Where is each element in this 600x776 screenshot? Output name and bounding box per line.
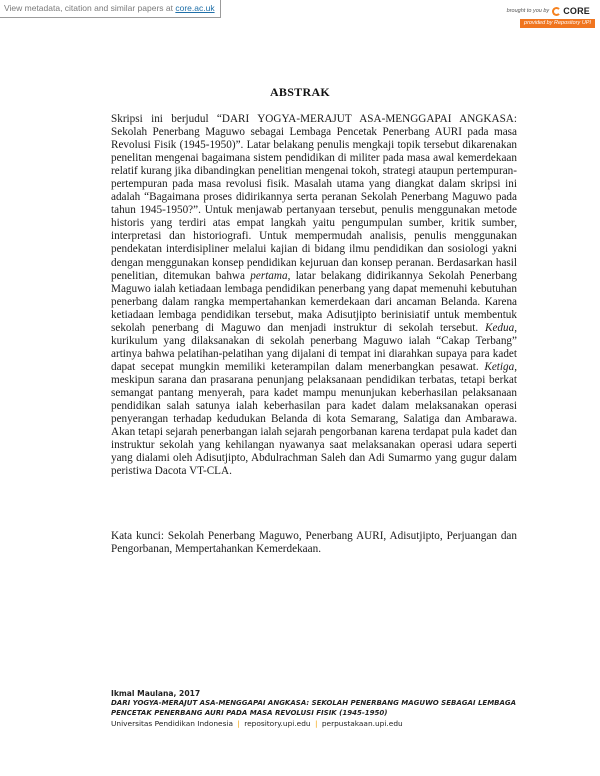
brought-by-core[interactable]	[507, 6, 590, 16]
core-header-bar	[0, 0, 600, 29]
core-metadata-link[interactable]	[0, 0, 221, 18]
footer-title: DARI YOGYA-MERAJUT ASA-MENGGAPAI ANGKASA: SEKOLAH PENERBANG MAGUWO SEBAGAI LEMBAGA PENCETAK PENERBANG AURI PADA MASA REVOLUSI FISIK (1945-1950)	[111, 699, 517, 717]
core-logo-icon	[552, 7, 561, 16]
footer-institution: Universitas Pendidikan Indonesia	[111, 719, 234, 728]
abstract-emphasis: pertama	[250, 269, 288, 282]
core-ac-uk-link[interactable]: core.ac.uk	[175, 3, 215, 13]
footer-library-link[interactable]: perpustakaan.upi.edu	[321, 719, 403, 728]
core-logo[interactable]	[552, 6, 590, 16]
abstract-emphasis: Kedua	[484, 321, 515, 334]
keywords-text: Kata kunci: Sekolah Penerbang Maguwo, Penerbang AURI, Adisutjipto, Perjuangan dan Pengorbanan, Mempertahankan Kemerdekaan.	[111, 530, 517, 556]
core-link-prefix: View metadata, citation and similar papers at	[4, 3, 176, 13]
footer-separator: |	[314, 719, 318, 728]
abstract-text: , meskipun sarana dan prasarana penunjang pelaksanaan pendidikan terbatas, tetapi berkat semangat pantang menyerah, para kadet mampu menunjukan keberhasilan pelaksanaan pendidikan salah satunya ialah keberhasilan para kadet dalam melaksanakan operasi penyerangan terhadap kedudukan Belanda di kota Semarang, Salatiga dan Ambarawa. Akan tetapi sejarah penerbangan ialah sejarah pengorbanan karena terdapat pula kadet dan instruktur sekolah yang kehilangan nyawanya saat melaksanakan operasi udara seperti yang dialami oleh Adisutjipto, Abdulrachman Saleh dan Adi Sumarmo yang gugur dalam peristiwa Dacota VT-CLA.	[111, 360, 517, 478]
abstract-body	[111, 113, 517, 478]
abstract-text: , kurikulum yang dilaksanakan di sekolah penerbang Maguwo ialah “Cakap Terbang” artinya bahwa pelatihan-pelatihan yang dijalani di tempat ini diarahkan supaya para kadet dapat secepat mungkin memiliki keterampilan dalam menerbangkan pesawat.	[111, 321, 517, 373]
footer-repository-link[interactable]: repository.upi.edu	[244, 719, 311, 728]
footer-institution-line	[111, 718, 531, 729]
footer-author: Ikmal Maulana, 2017	[111, 689, 201, 698]
abstract-paragraph	[111, 113, 517, 478]
core-brand-text: CORE	[563, 6, 590, 16]
abstract-emphasis: Ketiga	[484, 360, 515, 373]
provided-by-badge[interactable]: provided by Repository UPI	[520, 19, 595, 28]
keywords-block	[111, 530, 517, 556]
footer-separator: |	[237, 719, 240, 728]
abstract-text: Skripsi ini berjudul “DARI YOGYA-MERAJUT ASA-MENGGAPAI ANGKASA: Sekolah Penerbang Maguwo sebagai Lembaga Pencetak Penerbang AURI pada masa Revolusi Fisik (1945-1950)”. Latar belakang penulis mengkaji topik tersebut dikarenakan penelitan mengenai bagaimana sistem pendidikan di militer pada masa awal kemerdekaan relatif kurang jika dibandingkan penelitian mengenai tokoh, strategi ataupun pertempuran-pertempuran pada masa revolusi fisik. Masalah utama yang diangkat dalam skripsi ini adalah “Bagaimana proses didirikannya serta peranan Sekolah Penerbang Maguwo pada tahun 1945-1950?”. Untuk menjawab pertanyaan tersebut, penulis menggunakan metode historis yang terdiri atas empat langkah yaitu pengumpulan sumber, kritik sumber, interpretasi dan historiografi. Untuk mempermudah analisis, penulis menggunakan pendekatan interdisipliner melalui kajian di bidang ilmu pendidikan dan sosiologi yakni dengan menggunakan konsep pendidikan kejuruan dan konsep peranan. Berdasarkan hasil penelitian, ditemukan bahwa	[111, 113, 517, 282]
page-footer	[111, 689, 531, 729]
brought-by-text: brought to you by	[506, 8, 550, 14]
abstract-heading: ABSTRAK	[269, 85, 331, 99]
abstract-text: , latar belakang didirikannya Sekolah Penerbang Maguwo ialah ketiadaan lembaga pendidikan penerbang yang dapat memenuhi kebutuhan penerbang dalam rangka mempertahankan kemerdekaan dari ancaman Belanda. Karena ketiadaan lembaga pendidikan tersebut, maka Adisutjipto berinisiatif untuk membentuk sekolah penerbang di Maguwo dan menjadi instruktur di sekolah tersebut.	[111, 269, 517, 334]
